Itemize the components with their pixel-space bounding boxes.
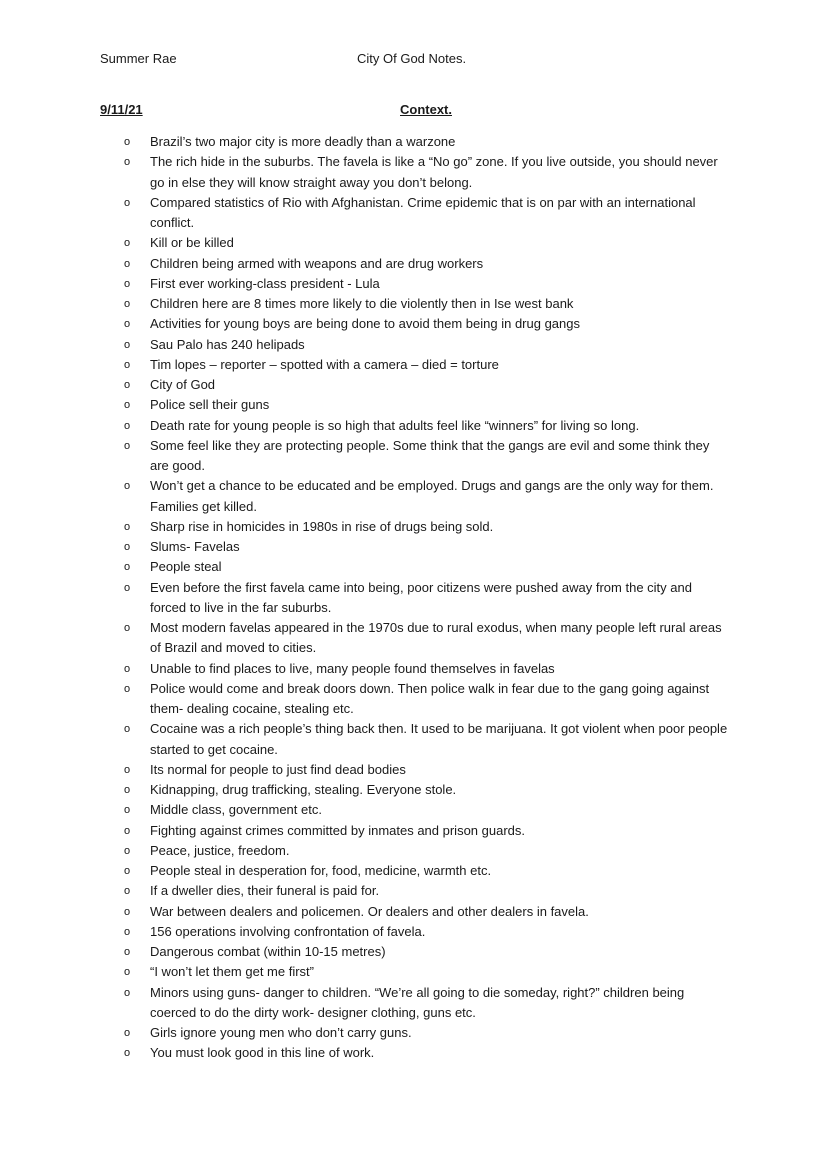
- note-text: The rich hide in the suburbs. The favela is like a “No go” zone. If you live outside, you should never go in else they will know straight away you don’t belong.: [150, 154, 718, 190]
- list-item: [0, 922, 828, 942]
- author-name: Summer Rae: [100, 51, 177, 66]
- circle-bullet-icon: o: [124, 520, 131, 533]
- note-text: Fighting against crimes committed by inmates and prison guards.: [150, 822, 526, 838]
- circle-bullet-icon: o: [124, 784, 131, 796]
- circle-bullet-icon: o: [124, 298, 131, 310]
- note-text: Even before the first favela came into being, poor citizens were pushed away from the city and forced to live in the far suburbs.: [150, 579, 692, 615]
- circle-bullet-icon: o: [124, 136, 131, 148]
- note-text: Some feel like they are protecting people. Some think that the gangs are evil and some think they are good.: [150, 437, 710, 473]
- circle-bullet-icon: o: [124, 156, 131, 169]
- list-item: [0, 294, 828, 314]
- circle-bullet-icon: o: [124, 865, 131, 877]
- section-date: 9/11/21: [100, 102, 143, 117]
- list-item: [0, 983, 828, 1024]
- circle-bullet-icon: o: [124, 196, 131, 209]
- note-text: Middle class, government etc.: [150, 802, 322, 818]
- list-item: [0, 760, 828, 780]
- circle-bullet-icon: o: [124, 439, 131, 452]
- note-text: Peace, justice, freedom.: [150, 842, 290, 858]
- note-text: Unable to find places to live, many people found themselves in favelas: [150, 660, 555, 676]
- note-text: Compared statistics of Rio with Afghanistan. Crime epidemic that is on par with an international conflict.: [150, 194, 696, 230]
- note-text: Brazil’s two major city is more deadly than a warzone: [150, 134, 456, 149]
- list-item: [0, 355, 828, 375]
- list-item: [0, 416, 828, 436]
- note-text: People steal in desperation for, food, medicine, warmth etc.: [150, 863, 492, 878]
- note-text: Slums- Favelas: [150, 539, 240, 554]
- list-item: [0, 821, 828, 841]
- note-text: War between dealers and policemen. Or dealers and other dealers in favela.: [150, 903, 589, 919]
- circle-bullet-icon: o: [124, 804, 131, 817]
- note-text: Kill or be killed: [150, 235, 234, 251]
- circle-bullet-icon: o: [124, 622, 131, 634]
- circle-bullet-icon: o: [124, 358, 131, 371]
- circle-bullet-icon: o: [124, 237, 131, 250]
- list-item: [0, 557, 828, 577]
- note-text: Sau Palo has 240 helipads: [150, 336, 305, 352]
- note-text: Won’t get a chance to be educated and be employed. Drugs and gangs are the only way for them. Families get killed.: [150, 478, 714, 514]
- list-item: [0, 800, 828, 820]
- list-item: [0, 233, 828, 253]
- circle-bullet-icon: o: [124, 763, 131, 776]
- note-text: People steal: [150, 559, 222, 575]
- list-item: [0, 375, 828, 395]
- note-text: Minors using guns- danger to children. “We’re all going to die someday, right?” children being coerced to do the dirty work- designer clothing, guns etc.: [150, 984, 685, 1020]
- circle-bullet-icon: o: [124, 338, 131, 351]
- circle-bullet-icon: o: [124, 946, 131, 958]
- list-item: [0, 861, 828, 881]
- circle-bullet-icon: o: [124, 885, 131, 898]
- circle-bullet-icon: o: [124, 379, 131, 391]
- list-item: [0, 395, 828, 415]
- list-item: [0, 1023, 828, 1043]
- note-text: You must look good in this line of work.: [150, 1045, 375, 1061]
- circle-bullet-icon: o: [124, 824, 131, 837]
- list-item: [0, 679, 828, 720]
- list-item: [0, 618, 828, 659]
- list-item: [0, 436, 828, 477]
- circle-bullet-icon: o: [124, 318, 131, 331]
- circle-bullet-icon: o: [124, 277, 131, 290]
- list-item: [0, 841, 828, 861]
- list-item: [0, 659, 828, 679]
- list-item: [0, 314, 828, 334]
- note-text: Police would come and break doors down. Then police walk in fear due to the gang going against them- dealing cocaine, stealing etc.: [150, 680, 710, 716]
- list-item: [0, 780, 828, 800]
- note-text: Kidnapping, drug trafficking, stealing. Everyone stole.: [150, 782, 457, 797]
- circle-bullet-icon: o: [124, 682, 131, 695]
- list-item: [0, 902, 828, 922]
- note-text: Tim lopes – reporter – spotted with a camera – died = torture: [150, 356, 499, 372]
- circle-bullet-icon: o: [124, 419, 131, 432]
- circle-bullet-icon: o: [124, 925, 131, 938]
- list-item: [0, 537, 828, 557]
- circle-bullet-icon: o: [124, 541, 131, 553]
- note-text: 156 operations involving confrontation of favela.: [150, 923, 426, 939]
- note-text: Girls ignore young men who don’t carry guns.: [150, 1025, 412, 1040]
- note-text: Cocaine was a rich people’s thing back then. It used to be marijuana. It got violent when poor people started to get cocaine.: [150, 721, 728, 757]
- circle-bullet-icon: o: [124, 561, 131, 574]
- circle-bullet-icon: o: [124, 257, 131, 270]
- circle-bullet-icon: o: [124, 581, 131, 594]
- list-item: [0, 152, 828, 193]
- section-heading: Context.: [400, 102, 452, 117]
- note-text: Police sell their guns: [150, 397, 270, 413]
- list-item: [0, 254, 828, 274]
- circle-bullet-icon: o: [124, 844, 131, 857]
- list-item: [0, 1043, 828, 1063]
- note-text: Most modern favelas appeared in the 1970s due to rural exodus, when many people left rural areas of Brazil and moved to cities.: [150, 620, 722, 656]
- notes-list: [0, 132, 828, 1064]
- note-text: City of God: [150, 377, 216, 392]
- circle-bullet-icon: o: [124, 723, 131, 736]
- list-item: [0, 942, 828, 962]
- list-item: [0, 881, 828, 901]
- note-text: Dangerous combat (within 10-15 metres): [150, 944, 386, 959]
- note-text: “I won’t let them get me first”: [150, 964, 314, 980]
- note-text: If a dweller dies, their funeral is paid for.: [150, 883, 380, 899]
- circle-bullet-icon: o: [124, 986, 131, 999]
- list-item: [0, 517, 828, 537]
- list-item: [0, 193, 828, 234]
- note-text: Its normal for people to just find dead bodies: [150, 761, 406, 777]
- document-title: City Of God Notes.: [357, 51, 467, 66]
- list-item: [0, 476, 828, 517]
- note-text: Children here are 8 times more likely to die violently then in Ise west bank: [150, 296, 574, 311]
- note-text: Children being armed with weapons and are drug workers: [150, 255, 484, 271]
- list-item: [0, 962, 828, 982]
- circle-bullet-icon: o: [124, 480, 131, 493]
- circle-bullet-icon: o: [124, 905, 131, 918]
- list-item: [0, 274, 828, 294]
- circle-bullet-icon: o: [124, 1027, 131, 1039]
- list-item: [0, 719, 828, 760]
- list-item: [0, 132, 828, 152]
- list-item: [0, 335, 828, 355]
- list-item: [0, 578, 828, 619]
- note-text: Death rate for young people is so high that adults feel like “winners” for living so long.: [150, 417, 640, 433]
- circle-bullet-icon: o: [124, 966, 131, 979]
- note-text: First ever working-class president - Lula: [150, 275, 380, 291]
- circle-bullet-icon: o: [124, 399, 131, 412]
- note-text: Activities for young boys are being done to avoid them being in drug gangs: [150, 316, 580, 332]
- note-text: Sharp rise in homicides in 1980s in rise of drugs being sold.: [150, 518, 494, 534]
- circle-bullet-icon: o: [124, 1047, 131, 1060]
- circle-bullet-icon: o: [124, 662, 131, 675]
